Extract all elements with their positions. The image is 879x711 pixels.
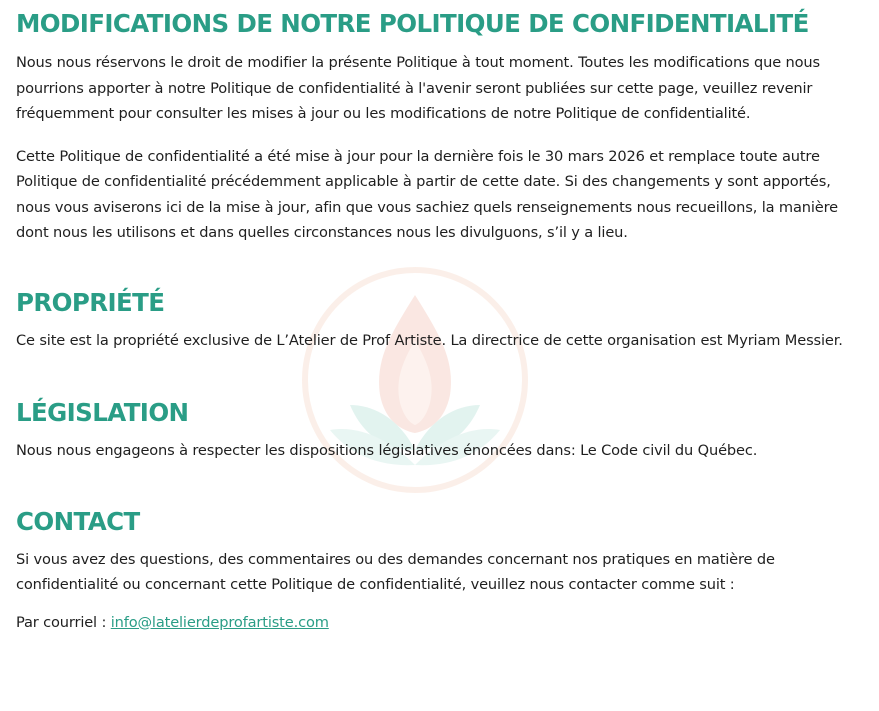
email-label: Par courriel : xyxy=(16,613,111,631)
section-title-propriete: PROPRIÉTÉ xyxy=(16,287,165,317)
section-title-modifications: MODIFICATIONS DE NOTRE POLITIQUE DE CONFIDENTIALITÉ xyxy=(16,9,809,38)
section-legislation xyxy=(16,397,863,464)
section-modifications xyxy=(16,8,863,246)
contact-email-line xyxy=(16,610,863,636)
section-contact xyxy=(16,506,863,636)
section-title-legislation: LÉGISLATION xyxy=(16,398,189,427)
paragraph-contact: Si vous avez des questions, des commentaires ou des demandes concernant nos pratiques en matière de confidentialité ou concernant cette Politique de confidentialité, veuillez nous contacter comme suit : xyxy=(16,550,775,593)
paragraph-modifications-2: Cette Politique de confidentialité a été mise à jour pour la dernière fois le 30 mars 2026 et remplace toute autre Politique de confidentialité précédemment applicable à partir de cette date. Si des changements y sont apportés, nous vous aviserons ici de la mise à jour, afin que vous sachiez quels renseignements nous recueillons, la manière dont nous les utilisons et dans quelles circonstances nous les divulguons, s’il y a lieu. xyxy=(16,147,838,241)
paragraph-propriete: Ce site est la propriété exclusive de L’Atelier de Prof Artiste. La directrice de cette organisation est Myriam Messier. xyxy=(16,331,843,349)
paragraph-legislation: Nous nous engageons à respecter les dispositions législatives énoncées dans: Le Code civil du Québec. xyxy=(16,442,758,459)
section-propriete xyxy=(16,287,863,354)
paragraph-modifications-1: Nous nous réservons le droit de modifier la présente Politique à tout moment. Toutes les modifications que nous pourrions apporter à notre Politique de confidentialité à l'avenir seront publiées sur cette page, veuillez revenir fréquemment pour consulter les mises à jour ou les modifications de notre Politique de confidentialité. xyxy=(16,54,820,122)
email-link[interactable]: info@latelierdeprofartiste.com xyxy=(110,613,329,631)
section-title-contact: CONTACT xyxy=(16,506,140,536)
